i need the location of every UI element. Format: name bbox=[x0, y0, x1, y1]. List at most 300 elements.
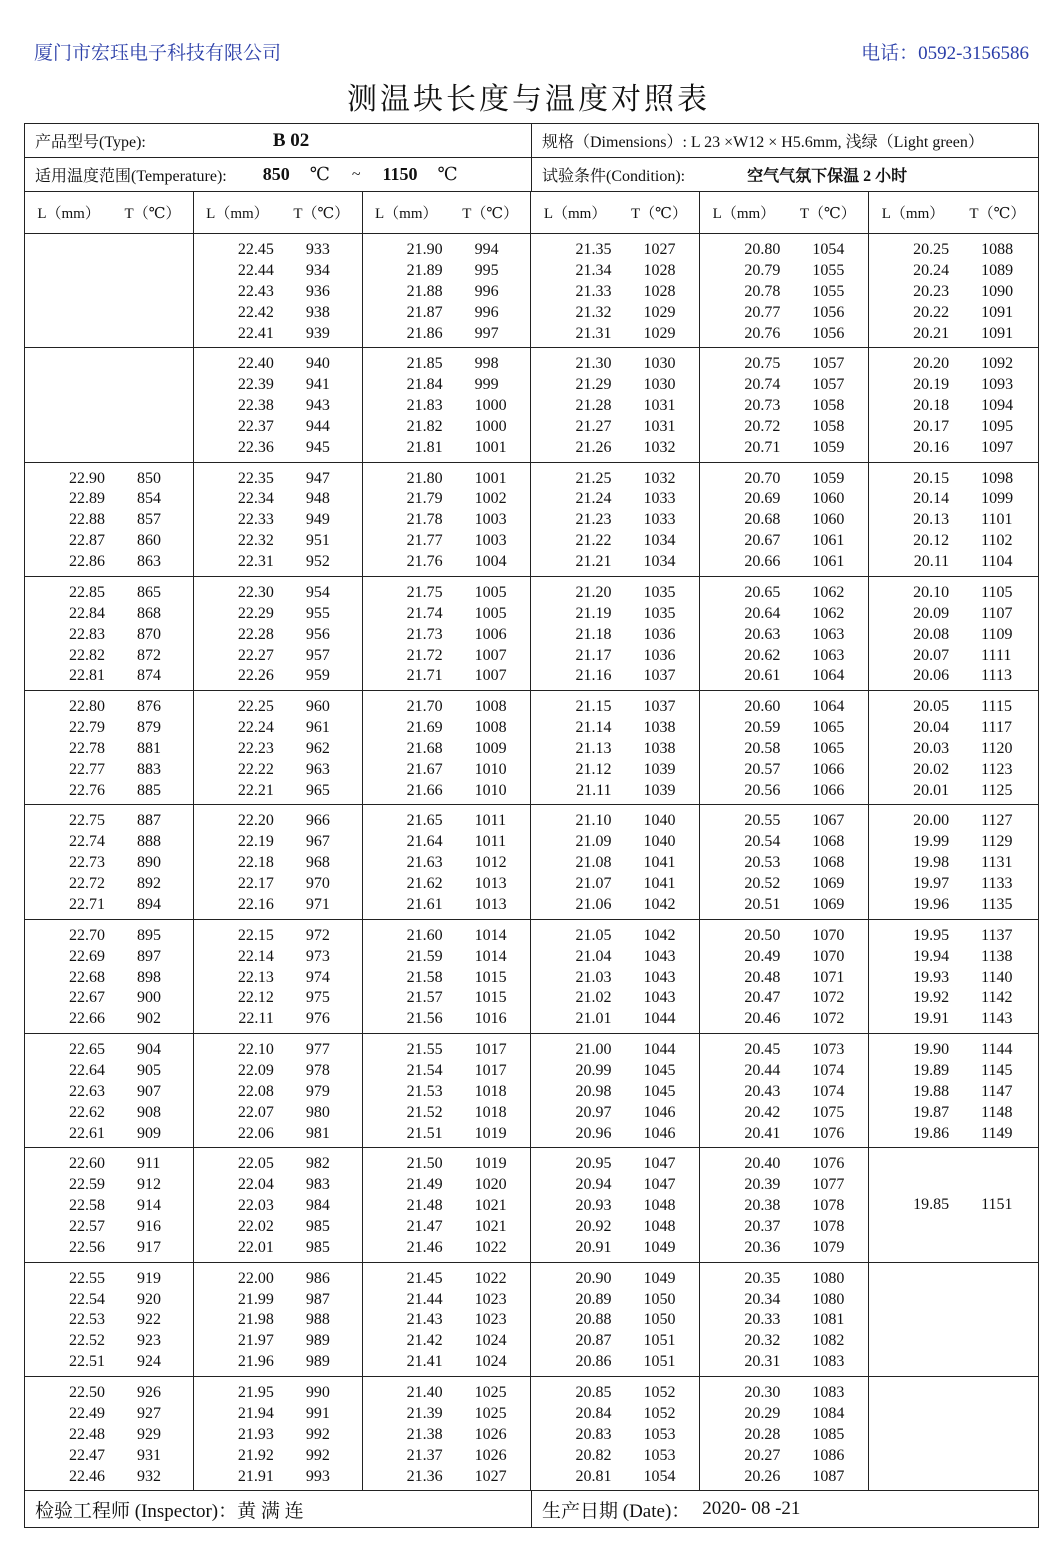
table-row bbox=[194, 625, 362, 646]
table-cell bbox=[700, 234, 869, 347]
table-row bbox=[194, 646, 362, 667]
temperature-value: 1037 bbox=[643, 698, 676, 716]
table-row bbox=[363, 324, 531, 345]
temperature-value: 980 bbox=[305, 1103, 330, 1121]
column-header bbox=[194, 192, 363, 233]
length-value: 20.95 bbox=[575, 1155, 612, 1173]
length-value: 21.31 bbox=[575, 324, 612, 342]
table-cell bbox=[531, 920, 700, 1033]
table-row bbox=[363, 469, 531, 490]
temperature-value: 1044 bbox=[643, 1041, 676, 1059]
table-row bbox=[869, 760, 1038, 781]
temperature-value: 1061 bbox=[812, 553, 845, 571]
table-row bbox=[194, 1467, 362, 1488]
length-value: 21.51 bbox=[406, 1124, 443, 1142]
length-value: 22.46 bbox=[69, 1467, 105, 1485]
length-value: 20.59 bbox=[744, 719, 781, 737]
length-value: 20.29 bbox=[744, 1404, 781, 1422]
table-row bbox=[25, 926, 193, 947]
length-value: 22.06 bbox=[237, 1124, 274, 1142]
length-value: 20.16 bbox=[913, 438, 950, 456]
temperature-value: 981 bbox=[305, 1124, 330, 1142]
table-row bbox=[869, 552, 1038, 573]
temperature-value: 885 bbox=[137, 781, 161, 799]
table-row bbox=[194, 489, 362, 510]
length-value: 21.04 bbox=[575, 947, 612, 965]
temperature-value: 1105 bbox=[981, 583, 1013, 601]
length-value: 21.59 bbox=[406, 947, 443, 965]
table-row bbox=[700, 1124, 868, 1145]
table-row bbox=[700, 926, 868, 947]
length-value: 21.27 bbox=[575, 417, 612, 435]
table-row bbox=[700, 1269, 868, 1290]
length-value: 21.66 bbox=[406, 781, 443, 799]
table-cell bbox=[700, 463, 869, 576]
temperature-value: 1032 bbox=[643, 469, 676, 487]
length-value: 20.63 bbox=[744, 625, 781, 643]
temperature-value: 1120 bbox=[981, 739, 1013, 757]
table-cell bbox=[194, 1034, 363, 1147]
temperature-value: 923 bbox=[137, 1332, 161, 1350]
temperature-value: 1140 bbox=[981, 968, 1013, 986]
temperature-value: 881 bbox=[137, 739, 161, 757]
table-cell bbox=[363, 920, 532, 1033]
table-row bbox=[869, 1195, 1023, 1216]
length-value: 21.02 bbox=[575, 989, 612, 1007]
length-value: 20.91 bbox=[575, 1238, 612, 1256]
length-value: 21.08 bbox=[575, 854, 612, 872]
length-value: 21.05 bbox=[575, 926, 612, 944]
table-row bbox=[531, 1103, 699, 1124]
table-row bbox=[194, 1196, 362, 1217]
temperature-value: 984 bbox=[305, 1197, 330, 1215]
length-value: 21.82 bbox=[406, 417, 443, 435]
temperature-value: 1087 bbox=[812, 1467, 845, 1485]
footer-row bbox=[25, 1491, 1038, 1527]
length-value: 21.37 bbox=[406, 1446, 443, 1464]
length-value: 20.72 bbox=[744, 417, 781, 435]
table-row bbox=[531, 510, 699, 531]
temperature-value: 1037 bbox=[643, 667, 676, 685]
temperature-value: 959 bbox=[305, 667, 330, 685]
temperature-value: 1129 bbox=[981, 833, 1013, 851]
temperature-value: 982 bbox=[305, 1155, 330, 1173]
table-row bbox=[363, 1425, 531, 1446]
temperature-value: 911 bbox=[137, 1155, 161, 1173]
table-row bbox=[194, 947, 362, 968]
table-row bbox=[25, 1196, 193, 1217]
length-value: 21.48 bbox=[406, 1197, 443, 1215]
length-value: 22.21 bbox=[237, 781, 274, 799]
table-row bbox=[194, 1175, 362, 1196]
temperature-value: 894 bbox=[137, 896, 161, 914]
table-cell bbox=[869, 1034, 1038, 1147]
table-row bbox=[194, 697, 362, 718]
table-row bbox=[363, 718, 531, 739]
table-row bbox=[531, 1352, 699, 1373]
table-row bbox=[869, 718, 1038, 739]
table-row bbox=[531, 604, 699, 625]
temperature-value: 991 bbox=[305, 1404, 330, 1422]
length-value: 20.17 bbox=[913, 417, 950, 435]
table-row bbox=[531, 811, 699, 832]
temperature-value: 1017 bbox=[474, 1041, 507, 1059]
table-row bbox=[869, 489, 1038, 510]
table-row bbox=[194, 1290, 362, 1311]
length-value: 21.41 bbox=[406, 1353, 443, 1371]
temperature-value: 1115 bbox=[981, 698, 1012, 716]
table-band bbox=[25, 1263, 1038, 1377]
length-value: 20.20 bbox=[913, 355, 950, 373]
length-value: 21.80 bbox=[406, 469, 443, 487]
temperature-value: 1089 bbox=[981, 261, 1014, 279]
temperature-value: 908 bbox=[137, 1103, 161, 1121]
temperature-high: 1150 bbox=[382, 164, 418, 184]
temperature-value: 1086 bbox=[812, 1446, 845, 1464]
table-row bbox=[25, 1009, 193, 1030]
table-row bbox=[363, 625, 531, 646]
table-row bbox=[531, 240, 699, 261]
table-cell bbox=[363, 1034, 532, 1147]
length-value: 21.35 bbox=[575, 241, 612, 258]
length-value: 20.11 bbox=[913, 553, 950, 571]
length-value: 20.98 bbox=[575, 1082, 612, 1100]
table-row bbox=[25, 604, 193, 625]
length-value: 21.87 bbox=[406, 303, 443, 321]
length-value: 20.64 bbox=[744, 604, 781, 622]
table-row bbox=[700, 760, 868, 781]
length-value: 22.31 bbox=[237, 553, 274, 571]
temperature-value: 944 bbox=[305, 417, 330, 435]
table-row bbox=[700, 531, 868, 552]
temperature-value: 1095 bbox=[981, 417, 1014, 435]
temperature-value: 900 bbox=[137, 989, 161, 1007]
table-row bbox=[194, 811, 362, 832]
temperature-value: 1125 bbox=[981, 781, 1013, 799]
column-header-length: L（mm） bbox=[543, 206, 607, 222]
table-cell bbox=[363, 348, 532, 461]
temperature-value: 895 bbox=[137, 926, 161, 944]
table-cell bbox=[700, 1377, 869, 1490]
temperature-value: 876 bbox=[137, 698, 161, 716]
temperature-value: 996 bbox=[474, 303, 499, 321]
length-value: 22.54 bbox=[69, 1290, 105, 1308]
length-value: 21.40 bbox=[406, 1383, 443, 1401]
length-value: 22.49 bbox=[69, 1404, 105, 1422]
table-row bbox=[194, 1331, 362, 1352]
length-value: 20.10 bbox=[913, 583, 950, 601]
table-row bbox=[531, 261, 699, 282]
length-value: 19.91 bbox=[913, 1010, 950, 1028]
temperature-value: 865 bbox=[137, 583, 161, 601]
table-cell bbox=[194, 920, 363, 1033]
temperature-value: 1001 bbox=[474, 469, 507, 487]
table-row bbox=[531, 666, 699, 687]
table-row bbox=[194, 666, 362, 687]
table-row bbox=[869, 811, 1038, 832]
length-value: 22.67 bbox=[69, 989, 105, 1007]
length-value: 22.02 bbox=[237, 1218, 274, 1236]
condition-label: 试验条件(Condition): bbox=[542, 168, 686, 185]
table-row bbox=[531, 926, 699, 947]
length-value: 22.61 bbox=[69, 1124, 105, 1142]
table-row bbox=[869, 853, 1038, 874]
temperature-value: 1022 bbox=[474, 1238, 507, 1256]
table-row bbox=[25, 1331, 193, 1352]
table-row bbox=[700, 1446, 868, 1467]
table-row bbox=[363, 1383, 531, 1404]
length-value: 20.09 bbox=[913, 604, 950, 622]
temperature-value: 879 bbox=[137, 719, 161, 737]
temperature-value: 1084 bbox=[812, 1404, 845, 1422]
temperature-value: 1080 bbox=[812, 1290, 845, 1308]
length-value: 19.85 bbox=[913, 1195, 950, 1213]
length-value: 21.20 bbox=[575, 583, 612, 601]
temperature-value: 926 bbox=[137, 1383, 161, 1401]
length-value: 22.53 bbox=[69, 1311, 105, 1329]
table-row bbox=[194, 1446, 362, 1467]
table-row bbox=[700, 1425, 868, 1446]
condition-value: 空气气氛下保温 2 小时 bbox=[747, 168, 908, 185]
temperature-value: 985 bbox=[305, 1238, 330, 1256]
table-row bbox=[363, 510, 531, 531]
table-row bbox=[363, 375, 531, 396]
temperature-value: 1006 bbox=[474, 625, 507, 643]
table-row bbox=[531, 1467, 699, 1488]
table-row bbox=[700, 988, 868, 1009]
table-row bbox=[700, 303, 868, 324]
table-row bbox=[363, 947, 531, 968]
temperature-value: 1053 bbox=[643, 1425, 676, 1443]
table-row bbox=[194, 396, 362, 417]
length-value: 22.42 bbox=[237, 303, 274, 321]
table-row bbox=[25, 1467, 193, 1488]
length-value: 20.73 bbox=[744, 397, 781, 415]
table-row bbox=[194, 303, 362, 324]
table-row bbox=[700, 947, 868, 968]
table-row bbox=[700, 282, 868, 303]
table-row bbox=[363, 1217, 531, 1238]
length-value: 21.12 bbox=[575, 760, 612, 778]
length-value: 22.52 bbox=[69, 1332, 105, 1350]
temperature-value: 1065 bbox=[812, 719, 845, 737]
temperature-value: 960 bbox=[305, 698, 330, 716]
table-band bbox=[25, 1148, 1038, 1262]
length-value: 20.43 bbox=[744, 1082, 781, 1100]
temperature-value: 1016 bbox=[474, 1010, 507, 1028]
table-band bbox=[25, 234, 1038, 348]
length-value: 21.03 bbox=[575, 968, 612, 986]
table-row bbox=[869, 324, 1038, 345]
temperature-value: 1012 bbox=[474, 854, 507, 872]
table-row bbox=[194, 438, 362, 459]
length-value: 20.28 bbox=[744, 1425, 781, 1443]
temperature-value: 1028 bbox=[643, 261, 676, 279]
table-cell bbox=[531, 1148, 700, 1261]
table-row bbox=[700, 832, 868, 853]
length-value: 22.41 bbox=[237, 324, 274, 342]
temperature-value: 948 bbox=[305, 490, 330, 508]
temperature-value: 927 bbox=[137, 1404, 161, 1422]
temperature-value: 1131 bbox=[981, 854, 1013, 872]
table-row bbox=[700, 396, 868, 417]
table-row bbox=[363, 1269, 531, 1290]
length-value: 21.39 bbox=[406, 1404, 443, 1422]
table-row bbox=[363, 1238, 531, 1259]
table-row bbox=[869, 604, 1038, 625]
table-row bbox=[531, 438, 699, 459]
temperature-value: 1104 bbox=[981, 553, 1013, 571]
table-row bbox=[363, 1124, 531, 1145]
length-value: 21.89 bbox=[406, 261, 443, 279]
length-value: 22.56 bbox=[69, 1238, 105, 1256]
table-row bbox=[194, 375, 362, 396]
table-band bbox=[25, 348, 1038, 462]
temperature-value: 1064 bbox=[812, 698, 845, 716]
length-value: 20.54 bbox=[744, 833, 781, 851]
length-value: 22.22 bbox=[237, 760, 274, 778]
table-row bbox=[363, 853, 531, 874]
temperature-value: 1003 bbox=[474, 511, 507, 529]
length-value: 20.24 bbox=[913, 261, 950, 279]
length-value: 22.15 bbox=[237, 926, 274, 944]
length-value: 22.00 bbox=[237, 1269, 274, 1287]
length-value: 20.26 bbox=[744, 1467, 781, 1485]
table-cell bbox=[194, 1263, 363, 1376]
temperature-value: 1062 bbox=[812, 583, 845, 601]
temperature-value: 934 bbox=[305, 261, 330, 279]
length-value: 21.63 bbox=[406, 854, 443, 872]
table-row bbox=[700, 417, 868, 438]
length-value: 21.98 bbox=[237, 1311, 274, 1329]
length-value: 22.23 bbox=[237, 739, 274, 757]
length-value: 20.44 bbox=[744, 1061, 781, 1079]
length-value: 22.32 bbox=[237, 532, 274, 550]
temperature-value: 945 bbox=[305, 438, 330, 456]
length-value: 21.91 bbox=[237, 1467, 274, 1485]
length-value: 22.77 bbox=[69, 760, 105, 778]
table-row bbox=[869, 531, 1038, 552]
temperature-value: 1068 bbox=[812, 854, 845, 872]
table-cell bbox=[700, 348, 869, 461]
temperature-value: 907 bbox=[137, 1082, 161, 1100]
temperature-value: 1004 bbox=[474, 553, 507, 571]
length-value: 22.08 bbox=[237, 1082, 274, 1100]
length-value: 21.67 bbox=[406, 760, 443, 778]
temperature-value: 1060 bbox=[812, 511, 845, 529]
length-value: 22.28 bbox=[237, 625, 274, 643]
temperature-value: 890 bbox=[137, 854, 161, 872]
table-row bbox=[531, 895, 699, 916]
length-value: 20.94 bbox=[575, 1176, 612, 1194]
table-row bbox=[363, 666, 531, 687]
dimensions-text: 规格（Dimensions）: L 23 ×W12 × H5.6mm, 浅绿（Light green） bbox=[542, 134, 984, 151]
length-value: 21.70 bbox=[406, 698, 443, 716]
length-value: 21.55 bbox=[406, 1041, 443, 1059]
table-row bbox=[700, 1175, 868, 1196]
temperature-value: 1073 bbox=[812, 1041, 845, 1059]
temperature-value: 1048 bbox=[643, 1218, 676, 1236]
table-cell bbox=[531, 691, 700, 804]
length-value: 20.42 bbox=[744, 1103, 781, 1121]
length-value: 22.48 bbox=[69, 1425, 105, 1443]
table-row bbox=[531, 1061, 699, 1082]
temperature-value: 1063 bbox=[812, 646, 845, 664]
table-row bbox=[700, 1238, 868, 1259]
temperature-value: 1077 bbox=[812, 1176, 845, 1194]
temperature-value: 1060 bbox=[812, 490, 845, 508]
length-value: 22.38 bbox=[237, 397, 274, 415]
table-row bbox=[531, 781, 699, 802]
temperature-value: 996 bbox=[474, 282, 499, 300]
table-cell bbox=[194, 463, 363, 576]
table-cell bbox=[700, 1263, 869, 1376]
temperature-value: 1072 bbox=[812, 989, 845, 1007]
date-value: 2020- 08 -21 bbox=[702, 1498, 801, 1520]
temperature-value: 883 bbox=[137, 760, 161, 778]
temperature-value: 1034 bbox=[643, 553, 676, 571]
length-value: 20.37 bbox=[744, 1218, 781, 1236]
length-value: 22.04 bbox=[237, 1176, 274, 1194]
table-row bbox=[531, 282, 699, 303]
length-value: 21.25 bbox=[575, 469, 612, 487]
temperature-value: 916 bbox=[137, 1218, 161, 1236]
temperature-value: 957 bbox=[305, 646, 330, 664]
temperature-separator: ~ bbox=[351, 165, 361, 183]
table-band bbox=[25, 1377, 1038, 1491]
temperature-value: 1133 bbox=[981, 875, 1013, 893]
table-row bbox=[700, 354, 868, 375]
length-value: 22.73 bbox=[69, 854, 105, 872]
temperature-value: 992 bbox=[305, 1425, 330, 1443]
table-row bbox=[531, 1238, 699, 1259]
dimensions-cell bbox=[532, 124, 1038, 157]
temperature-value: 1007 bbox=[474, 646, 507, 664]
length-value: 22.60 bbox=[69, 1155, 105, 1173]
temperature-value: 1013 bbox=[474, 875, 507, 893]
temperature-value: 1019 bbox=[474, 1124, 507, 1142]
temperature-value: 1094 bbox=[981, 397, 1014, 415]
temperature-value: 1058 bbox=[812, 397, 845, 415]
table-row bbox=[700, 240, 868, 261]
temperature-value: 905 bbox=[137, 1061, 161, 1079]
length-value: 22.44 bbox=[237, 261, 274, 279]
table-row bbox=[869, 739, 1038, 760]
table-row bbox=[194, 1383, 362, 1404]
temperature-value: 898 bbox=[137, 968, 161, 986]
length-value: 21.94 bbox=[237, 1404, 274, 1422]
length-value: 21.57 bbox=[406, 989, 443, 1007]
temperature-value: 1101 bbox=[981, 511, 1013, 529]
length-value: 20.36 bbox=[744, 1238, 781, 1256]
table-row bbox=[531, 1310, 699, 1331]
length-value: 21.33 bbox=[575, 282, 612, 300]
table-row bbox=[194, 1061, 362, 1082]
table-row bbox=[531, 1040, 699, 1061]
temperature-value: 872 bbox=[137, 646, 161, 664]
temperature-value: 961 bbox=[305, 719, 330, 737]
length-value: 20.88 bbox=[575, 1311, 612, 1329]
length-value: 20.99 bbox=[575, 1061, 612, 1079]
column-header-temperature: T（℃） bbox=[969, 206, 1026, 222]
temperature-value: 1026 bbox=[474, 1425, 507, 1443]
phone-number: 电话：0592-3156586 bbox=[861, 43, 1029, 64]
length-value: 20.38 bbox=[744, 1197, 781, 1215]
temperature-value: 1062 bbox=[812, 604, 845, 622]
table-row bbox=[25, 874, 193, 895]
length-value: 22.40 bbox=[237, 355, 274, 373]
table-row bbox=[25, 697, 193, 718]
